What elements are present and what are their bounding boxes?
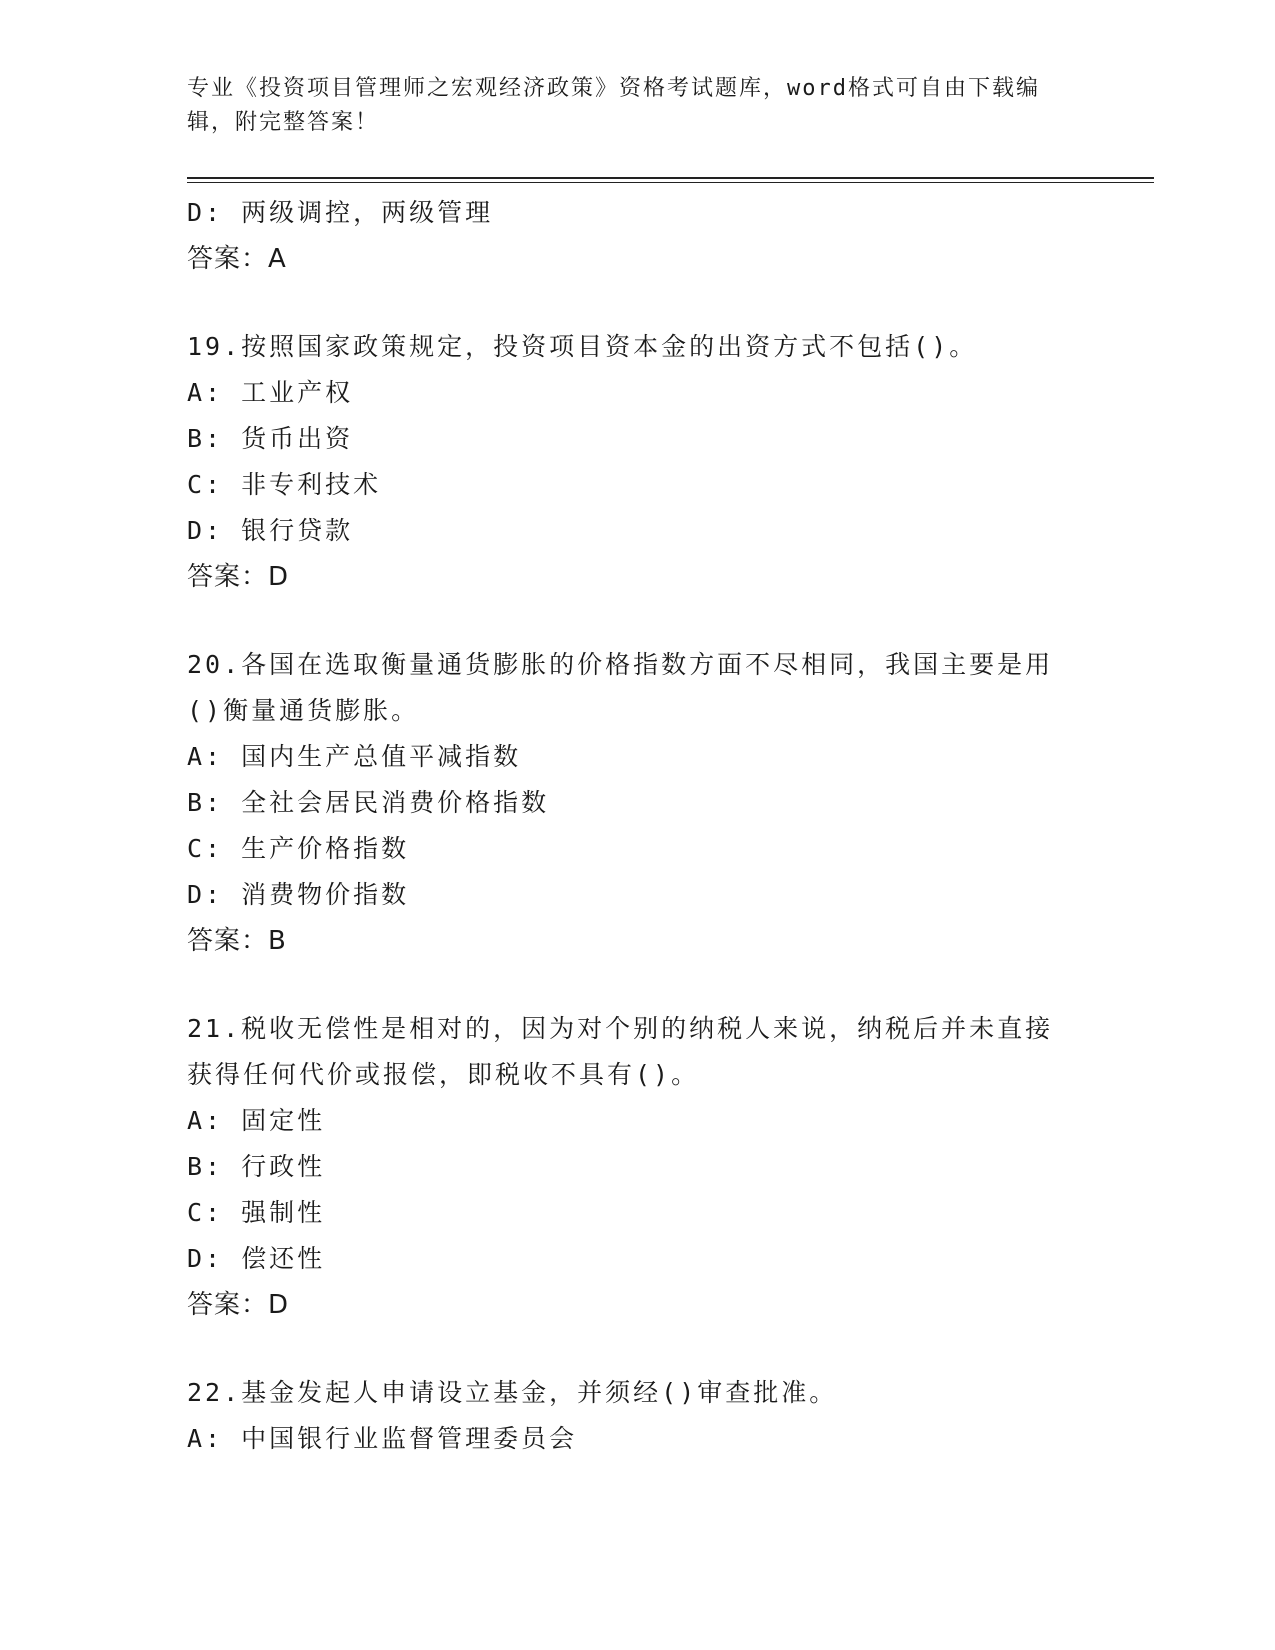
option-a: A: 国内生产总值平减指数 bbox=[187, 742, 522, 771]
option-d: D: 消费物价指数 bbox=[187, 880, 410, 909]
question-stem-line-1: 21.税收无偿性是相对的，因为对个别的纳税人来说，纳税后并未直接 bbox=[187, 1014, 1054, 1043]
spacer bbox=[187, 1328, 1087, 1370]
option-a: A: 工业产权 bbox=[187, 378, 354, 407]
option-c: C: 强制性 bbox=[187, 1198, 326, 1227]
question-22 bbox=[187, 1370, 1087, 1462]
answer: 答案：D bbox=[187, 1290, 290, 1320]
answer: 答案：B bbox=[187, 926, 287, 956]
header-divider-thin bbox=[187, 182, 1154, 183]
question-stem-line-2: 获得任何代价或报偿，即税收不具有()。 bbox=[187, 1060, 700, 1089]
header-line-1: 专业《投资项目管理师之宏观经济政策》资格考试题库，word格式可自由下载编 bbox=[187, 76, 1040, 101]
option-a: A: 中国银行业监督管理委员会 bbox=[187, 1424, 578, 1453]
option-c: C: 生产价格指数 bbox=[187, 834, 410, 863]
question-20 bbox=[187, 642, 1087, 964]
header-divider-thick bbox=[187, 177, 1154, 179]
option-b: B: 货币出资 bbox=[187, 424, 354, 453]
question-21 bbox=[187, 1006, 1087, 1328]
question-stem-line-2: ()衡量通货膨胀。 bbox=[187, 696, 420, 725]
option-b: B: 全社会居民消费价格指数 bbox=[187, 788, 550, 817]
spacer bbox=[187, 600, 1087, 642]
spacer bbox=[187, 282, 1087, 324]
page-header bbox=[187, 72, 1087, 140]
spacer bbox=[187, 964, 1087, 1006]
prev-option-d: D: 两级调控，两级管理 bbox=[187, 198, 494, 227]
prev-answer: 答案：A bbox=[187, 244, 287, 274]
answer: 答案：D bbox=[187, 562, 290, 592]
question-content bbox=[187, 190, 1087, 1462]
option-c: C: 非专利技术 bbox=[187, 470, 382, 499]
question-stem-line-1: 20.各国在选取衡量通货膨胀的价格指数方面不尽相同，我国主要是用 bbox=[187, 650, 1054, 679]
question-stem: 22.基金发起人申请设立基金，并须经()审查批准。 bbox=[187, 1378, 838, 1407]
option-a: A: 固定性 bbox=[187, 1106, 326, 1135]
question-stem: 19.按照国家政策规定，投资项目资本金的出资方式不包括()。 bbox=[187, 332, 978, 361]
option-d: D: 银行贷款 bbox=[187, 516, 354, 545]
header-line-2: 辑，附完整答案！ bbox=[187, 110, 380, 135]
option-b: B: 行政性 bbox=[187, 1152, 326, 1181]
option-d: D: 偿还性 bbox=[187, 1244, 326, 1273]
question-19 bbox=[187, 324, 1087, 600]
